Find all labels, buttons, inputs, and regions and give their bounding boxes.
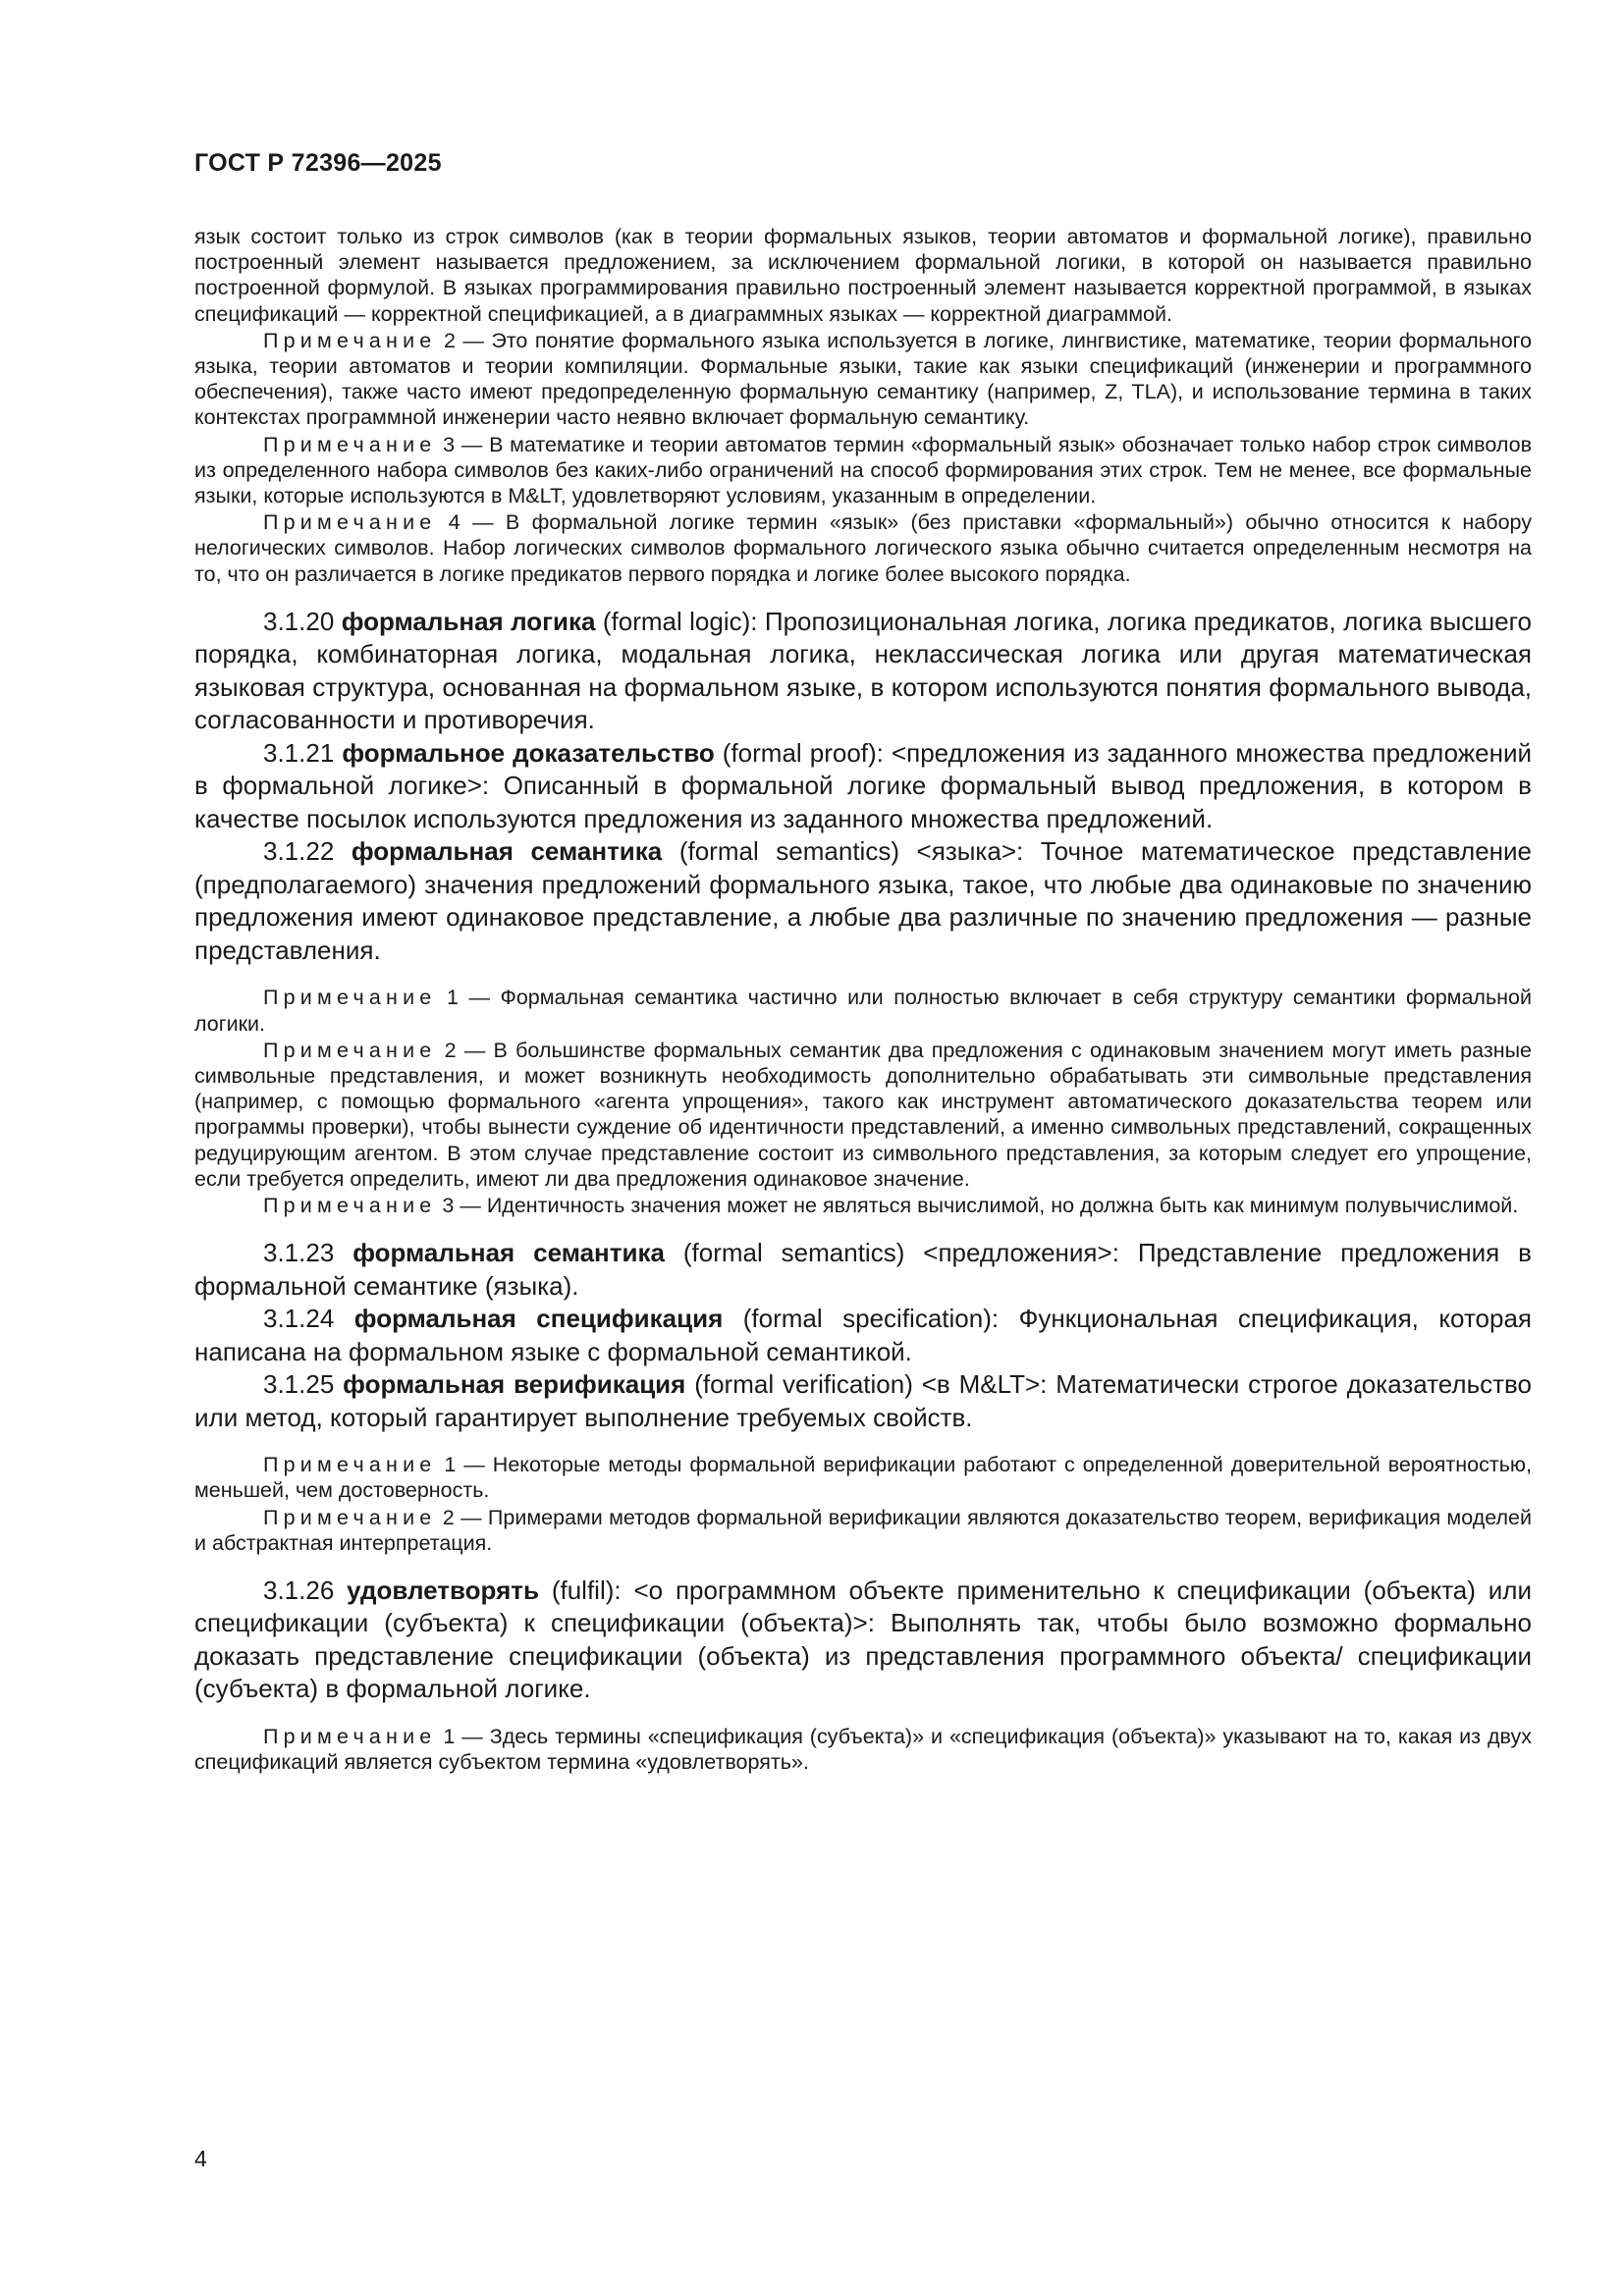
note-label: Примечание xyxy=(263,1724,437,1748)
term-entry xyxy=(194,835,1532,967)
term-definition: (formal logic): Пропозициональная логика, логика предикатов, логика высшего порядка, комбинаторная логика, модальная логика, неклассическая логика или другая математическая языковая структура, основанная на формальном языке, в котором используются понятия формального вывода, согласованности и противоречия. xyxy=(194,606,1533,735)
term-number: 3.1.25 xyxy=(263,1369,344,1400)
term-entry xyxy=(194,606,1532,737)
term-title: формальная семантика xyxy=(351,836,663,867)
term-number: 3.1.20 xyxy=(263,606,342,636)
term-number: 3.1.24 xyxy=(263,1304,354,1334)
note-paragraph xyxy=(194,509,1532,587)
note-paragraph xyxy=(194,1452,1532,1503)
term-entry xyxy=(194,1368,1532,1434)
note-paragraph xyxy=(194,328,1532,431)
intro-paragraph: язык состоит только из строк символов (как в теории формальных языков, теории автоматов и формальной логике), правильно построенный элемент называется предложением, за исключением формальной логики, в которой он называется правильно построенной формулой. В языках программирования правильно построенный элемент называется корректной программой, в языках спецификаций — корректной спецификацией, а в диаграммных языках — корректной диаграммой. xyxy=(194,225,1532,326)
note-label: Примечание xyxy=(263,1505,437,1529)
spacer xyxy=(194,1434,1532,1452)
term-definition: (formal specification): Функциональная спецификация, которая написана на формальном языке с формальной семантикой. xyxy=(194,1304,1533,1366)
note-label: Примечание xyxy=(263,1038,437,1062)
term-entry xyxy=(194,1303,1532,1368)
term-title: формальное доказательство xyxy=(342,737,715,768)
page-number: 4 xyxy=(194,2146,207,2171)
note-paragraph xyxy=(194,985,1532,1036)
page-content xyxy=(194,224,1532,1776)
term-title: удовлетворять xyxy=(347,1575,539,1605)
document-header: ГОСТ Р 72396—2025 xyxy=(194,149,442,177)
spacer xyxy=(194,1706,1532,1724)
term-entry xyxy=(194,1575,1532,1706)
note-label: Примечание xyxy=(263,328,437,352)
term-number: 3.1.21 xyxy=(263,737,343,768)
note-text: 2 — Это понятие формального языка используется в логике, лингвистике, математике, теории формального языка, теории автоматов и теории компиляции. Формальные языки, такие как языки спецификаций (инженерии и программного обеспечения), также часто имеют предопределенную формальную семантику (например, Z, TLA), и использование термина в таких контекстах программной инженерии часто неявно включает формальную семантику. xyxy=(194,328,1532,430)
term-number: 3.1.22 xyxy=(263,836,352,867)
note-text: 4 — В формальной логике термин «язык» (без приставки «формальный») обычно относится к набору нелогических символов. Набор логических символов формального логического языка обычно считается определенным несмотря на то, что он различается в логике предикатов первого порядка и логике более высокого порядка. xyxy=(194,510,1532,586)
term-number: 3.1.23 xyxy=(263,1238,353,1268)
note-paragraph xyxy=(194,432,1532,509)
term-definition: (formal proof): <предложения из заданного множества предложений в формальной логике>: Описанный в формальной логике формальный вывод предложения, в котором в качестве посылок используются предложения из заданного множества предложений. xyxy=(194,737,1532,833)
term-definition: (formal semantics) <языка>: Точное математическое представление (предполагаемого) значения предложений формального языка, такое, что любые два одинаковые по значению предложения имеют одинаковое представление, а любые два различные по значению предложения — разные представления. xyxy=(194,836,1532,965)
note-label: Примечание xyxy=(263,1193,437,1217)
term-entry xyxy=(194,737,1532,836)
term-definition: (formal verification) <в M&LT>: Математически строгое доказательство или метод, который гарантирует выполнение требуемых свойств. xyxy=(194,1369,1533,1432)
term-title: формальная верификация xyxy=(343,1369,686,1400)
note-label: Примечание xyxy=(263,510,437,535)
note-paragraph xyxy=(194,1038,1532,1192)
term-title: формальная семантика xyxy=(352,1238,665,1268)
note-paragraph xyxy=(194,1193,1532,1218)
spacer xyxy=(194,967,1532,985)
note-text: 1 — Формальная семантика частично или полностью включает в себя структуру семантики формальной логики. xyxy=(194,986,1532,1036)
note-text: 3 — В математике и теории автоматов термин «формальный язык» обозначает только набор строк символов из определенного набора символов без каких-либо ограничений на способ формирования этих строк. Тем не менее, все формальные языки, которые используются в M&LT, удовлетворяют условиям, указанным в определении. xyxy=(194,432,1532,508)
note-paragraph xyxy=(194,1724,1532,1775)
note-label: Примечание xyxy=(263,432,437,456)
note-label: Примечание xyxy=(263,986,437,1010)
term-number: 3.1.26 xyxy=(263,1575,348,1605)
term-title: формальная спецификация xyxy=(353,1304,724,1334)
spacer xyxy=(194,1219,1532,1237)
note-text: 2 — В большинстве формальных семантик два предложения с одинаковым значением могут иметь разные символьные представления, и может возникнуть необходимость дополнительно обрабатывать эти символьные представления (например, с помощью формального «агента упрощения», такого как инструмент автоматического доказательства теорем или программы проверки), чтобы вынести суждение об идентичности представлений, а именно символьных представлений, сокращенных редуцирующим агентом. В этом случае представление состоит из символьного представления, за которым следует его упрощение, если требуется определить, имеют ли два предложения одинаковое значение. xyxy=(194,1038,1532,1191)
note-paragraph xyxy=(194,1505,1532,1556)
note-label: Примечание xyxy=(263,1453,437,1477)
spacer xyxy=(194,588,1532,606)
term-title: формальная логика xyxy=(341,606,596,636)
note-text: 1 — Некоторые методы формальной верификации работают с определенной доверительной вероятностью, меньшей, чем достоверность. xyxy=(194,1453,1532,1503)
note-text: 2 — Примерами методов формальной верификации являются доказательство теорем, верификация моделей и абстрактная интерпретация. xyxy=(194,1505,1532,1555)
term-definition: (formal semantics) <предложения>: Представление предложения в формальной семантике (языка). xyxy=(194,1238,1532,1301)
term-entry xyxy=(194,1237,1532,1303)
spacer xyxy=(194,1557,1532,1575)
note-text: 3 — Идентичность значения может не являться вычислимой, но должна быть как минимум полувычислимой. xyxy=(436,1193,1519,1217)
term-definition: (fulfil): <о программном объекте применительно к спецификации (объекта) или спецификации (субъекта) к спецификации (объекта)>: Выполнять так, чтобы было возможно формально доказать представление спецификации (объекта) из представления программного объекта/ спецификации (субъекта) в формальной логике. xyxy=(194,1575,1533,1704)
note-text: 1 — Здесь термины «спецификация (субъекта)» и «спецификация (объекта)» указывают на то, какая из двух спецификаций является субъектом термина «удовлетворять». xyxy=(194,1724,1532,1775)
